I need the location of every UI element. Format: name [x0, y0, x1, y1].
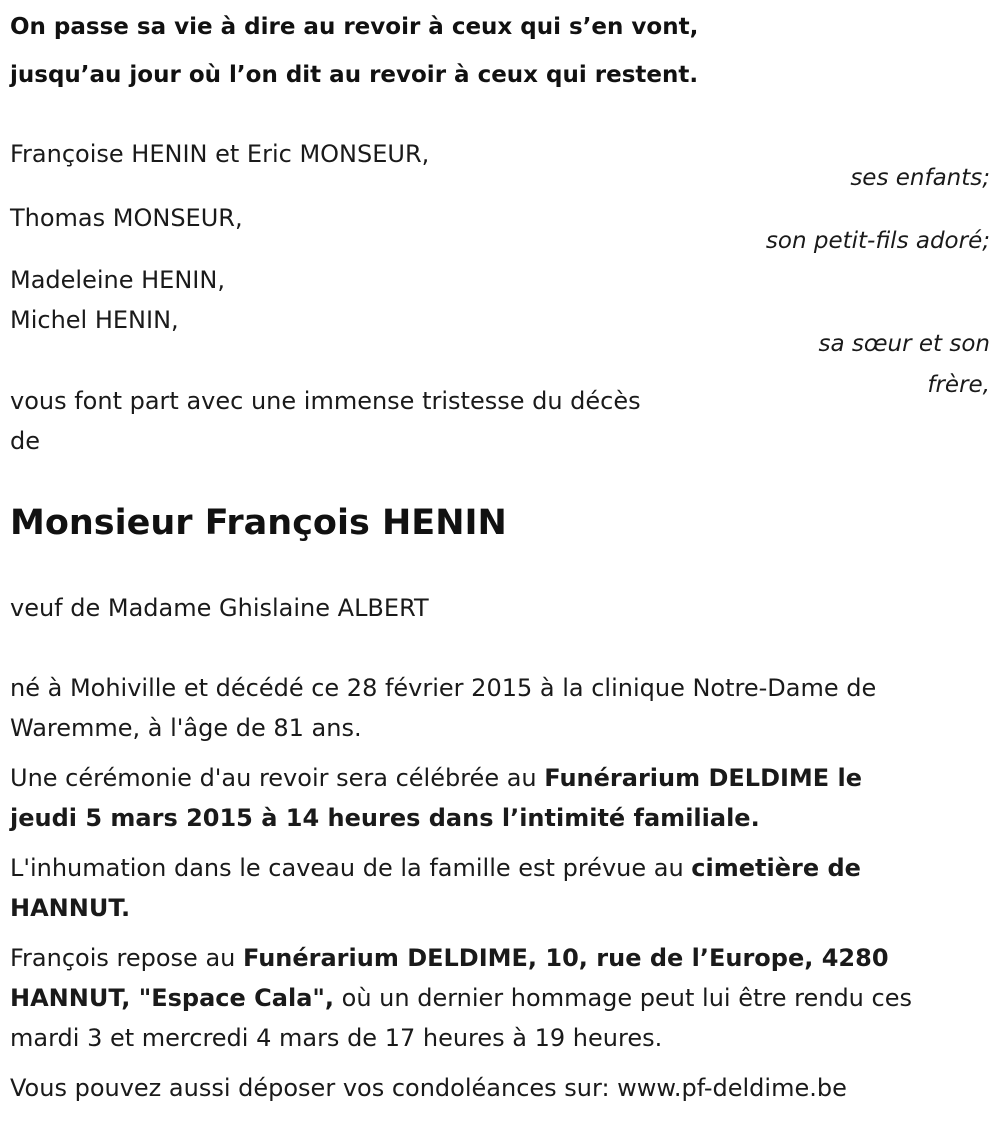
siblings-role-line-2: frère, [927, 372, 990, 398]
announcement-line-1: vous font part avec une immense tristesse du décès [10, 387, 641, 415]
burial-line-1 [10, 848, 861, 888]
quote-line-2: jusqu’au jour où l’on dit au revoir à ceux qui restent. [10, 62, 699, 88]
condolences-line: Vous pouvez aussi déposer vos condoléances sur: www.pf-deldime.be [10, 1074, 847, 1102]
deceased-name: Monsieur François HENIN [10, 503, 507, 543]
brother-name: Michel HENIN, [10, 306, 179, 334]
children-names: Françoise HENIN et Eric MONSEUR, [10, 140, 430, 168]
grandson-name: Thomas MONSEUR, [10, 204, 243, 232]
announcement-line-2: de [10, 427, 40, 455]
rest-tail-1: où un dernier hommage peut lui être rendu ces [334, 984, 912, 1012]
children-role: ses enfants; [850, 165, 990, 191]
rest-line-2 [10, 978, 912, 1018]
ceremony-date: jeudi 5 mars 2015 à 14 heures dans l’intimité familiale. [10, 804, 760, 832]
rest-address-1: Funérarium DELDIME, 10, rue de l’Europe, 4280 [243, 944, 889, 972]
birth-death-line-1: né à Mohiville et décédé ce 28 février 2015 à la clinique Notre-Dame de [10, 674, 877, 702]
birth-death-line-2: Waremme, à l'âge de 81 ans. [10, 714, 362, 742]
siblings-role-line-1: sa sœur et son [818, 331, 990, 357]
rest-line-1 [10, 938, 889, 978]
ceremony-line-2 [10, 798, 760, 838]
burial-intro: L'inhumation dans le caveau de la famille est prévue au [10, 854, 692, 882]
rest-line-3: mardi 3 et mercredi 4 mars de 17 heures à 19 heures. [10, 1024, 663, 1052]
burial-place-2: HANNUT. [10, 894, 131, 922]
widower-line: veuf de Madame Ghislaine ALBERT [10, 594, 429, 622]
rest-intro: François repose au [10, 944, 243, 972]
ceremony-line-1 [10, 758, 862, 798]
grandson-role: son petit-fils adoré; [765, 228, 990, 254]
burial-line-2 [10, 888, 130, 928]
sister-name: Madeleine HENIN, [10, 266, 225, 294]
rest-address-2: HANNUT, "Espace Cala", [10, 984, 335, 1012]
ceremony-place: Funérarium DELDIME le [544, 764, 863, 792]
quote-line-1: On passe sa vie à dire au revoir à ceux qui s’en vont, [10, 14, 699, 40]
ceremony-intro: Une cérémonie d'au revoir sera célébrée au [10, 764, 545, 792]
burial-place-1: cimetière de [691, 854, 861, 882]
